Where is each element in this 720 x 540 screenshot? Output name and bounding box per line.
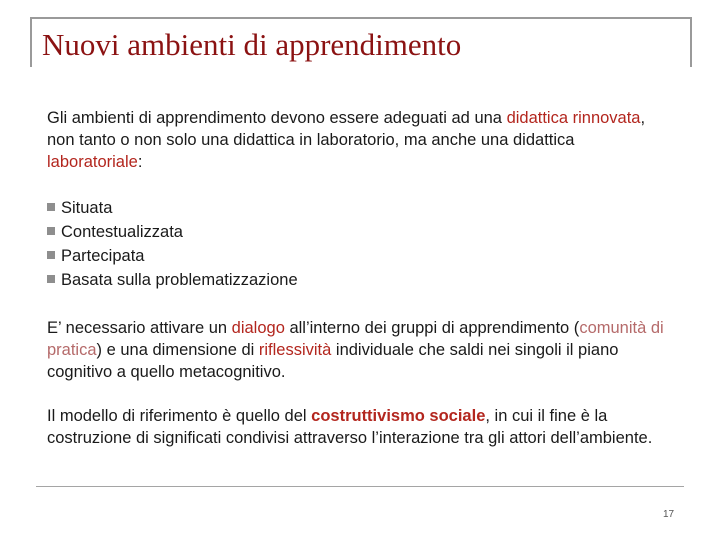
dialogue-text-1: E’ necessario attivare un: [47, 319, 232, 337]
intro-text-1: Gli ambienti di apprendimento devono essere adeguati ad una: [47, 109, 507, 127]
highlight-riflessivita: riflessività: [258, 341, 332, 359]
right-frame-line: [690, 17, 692, 67]
intro-text-3: :: [137, 153, 143, 171]
model-text-1: Il modello di riferimento è quello del: [47, 407, 312, 425]
left-frame-line: [30, 17, 32, 67]
intro-paragraph: [47, 107, 662, 173]
bullet-label: Contestualizzata: [61, 223, 183, 241]
dialogue-text-2: all’interno dei gruppi di apprendimento (: [284, 319, 580, 337]
bullet-item: [47, 220, 298, 244]
square-bullet-icon: [47, 203, 55, 211]
slide-title: Nuovi ambienti di apprendimento: [42, 27, 462, 62]
square-bullet-icon: [47, 227, 55, 235]
page-number: 17: [663, 509, 675, 520]
bullet-item: [47, 244, 298, 268]
bullet-label: Situata: [61, 199, 113, 217]
bullet-list: [47, 196, 298, 292]
model-text-2: , in cui il fine è la costruzione di significati condivisi attraverso l’interazione tra gli attori dell’ambiente.: [47, 407, 653, 447]
intro-text-2: , non tanto o non solo una didattica in laboratorio, ma anche una didattica: [47, 109, 646, 149]
bullet-item: [47, 268, 298, 292]
highlight-costruttivismo-sociale: costruttivismo sociale: [311, 407, 486, 425]
model-paragraph: [47, 405, 687, 449]
highlight-dialogo: dialogo: [231, 319, 285, 337]
bullet-item: [47, 196, 298, 220]
top-frame-line: [30, 17, 692, 19]
bullet-label: Basata sulla problematizzazione: [61, 271, 298, 289]
dialogue-text-3: ) e una dimensione di: [96, 341, 259, 359]
square-bullet-icon: [47, 275, 55, 283]
bullet-label: Partecipata: [61, 247, 145, 265]
dialogue-paragraph: [47, 317, 677, 383]
square-bullet-icon: [47, 251, 55, 259]
footer-divider: [36, 486, 684, 487]
dialogue-text-4: individuale che saldi nei singoli il piano cognitivo a quello metacognitivo.: [47, 341, 619, 381]
highlight-laboratoriale: laboratoriale: [47, 153, 138, 171]
highlight-comunita-di-pratica: comunità di pratica: [47, 319, 664, 359]
highlight-didattica-rinnovata: didattica rinnovata: [506, 109, 641, 127]
